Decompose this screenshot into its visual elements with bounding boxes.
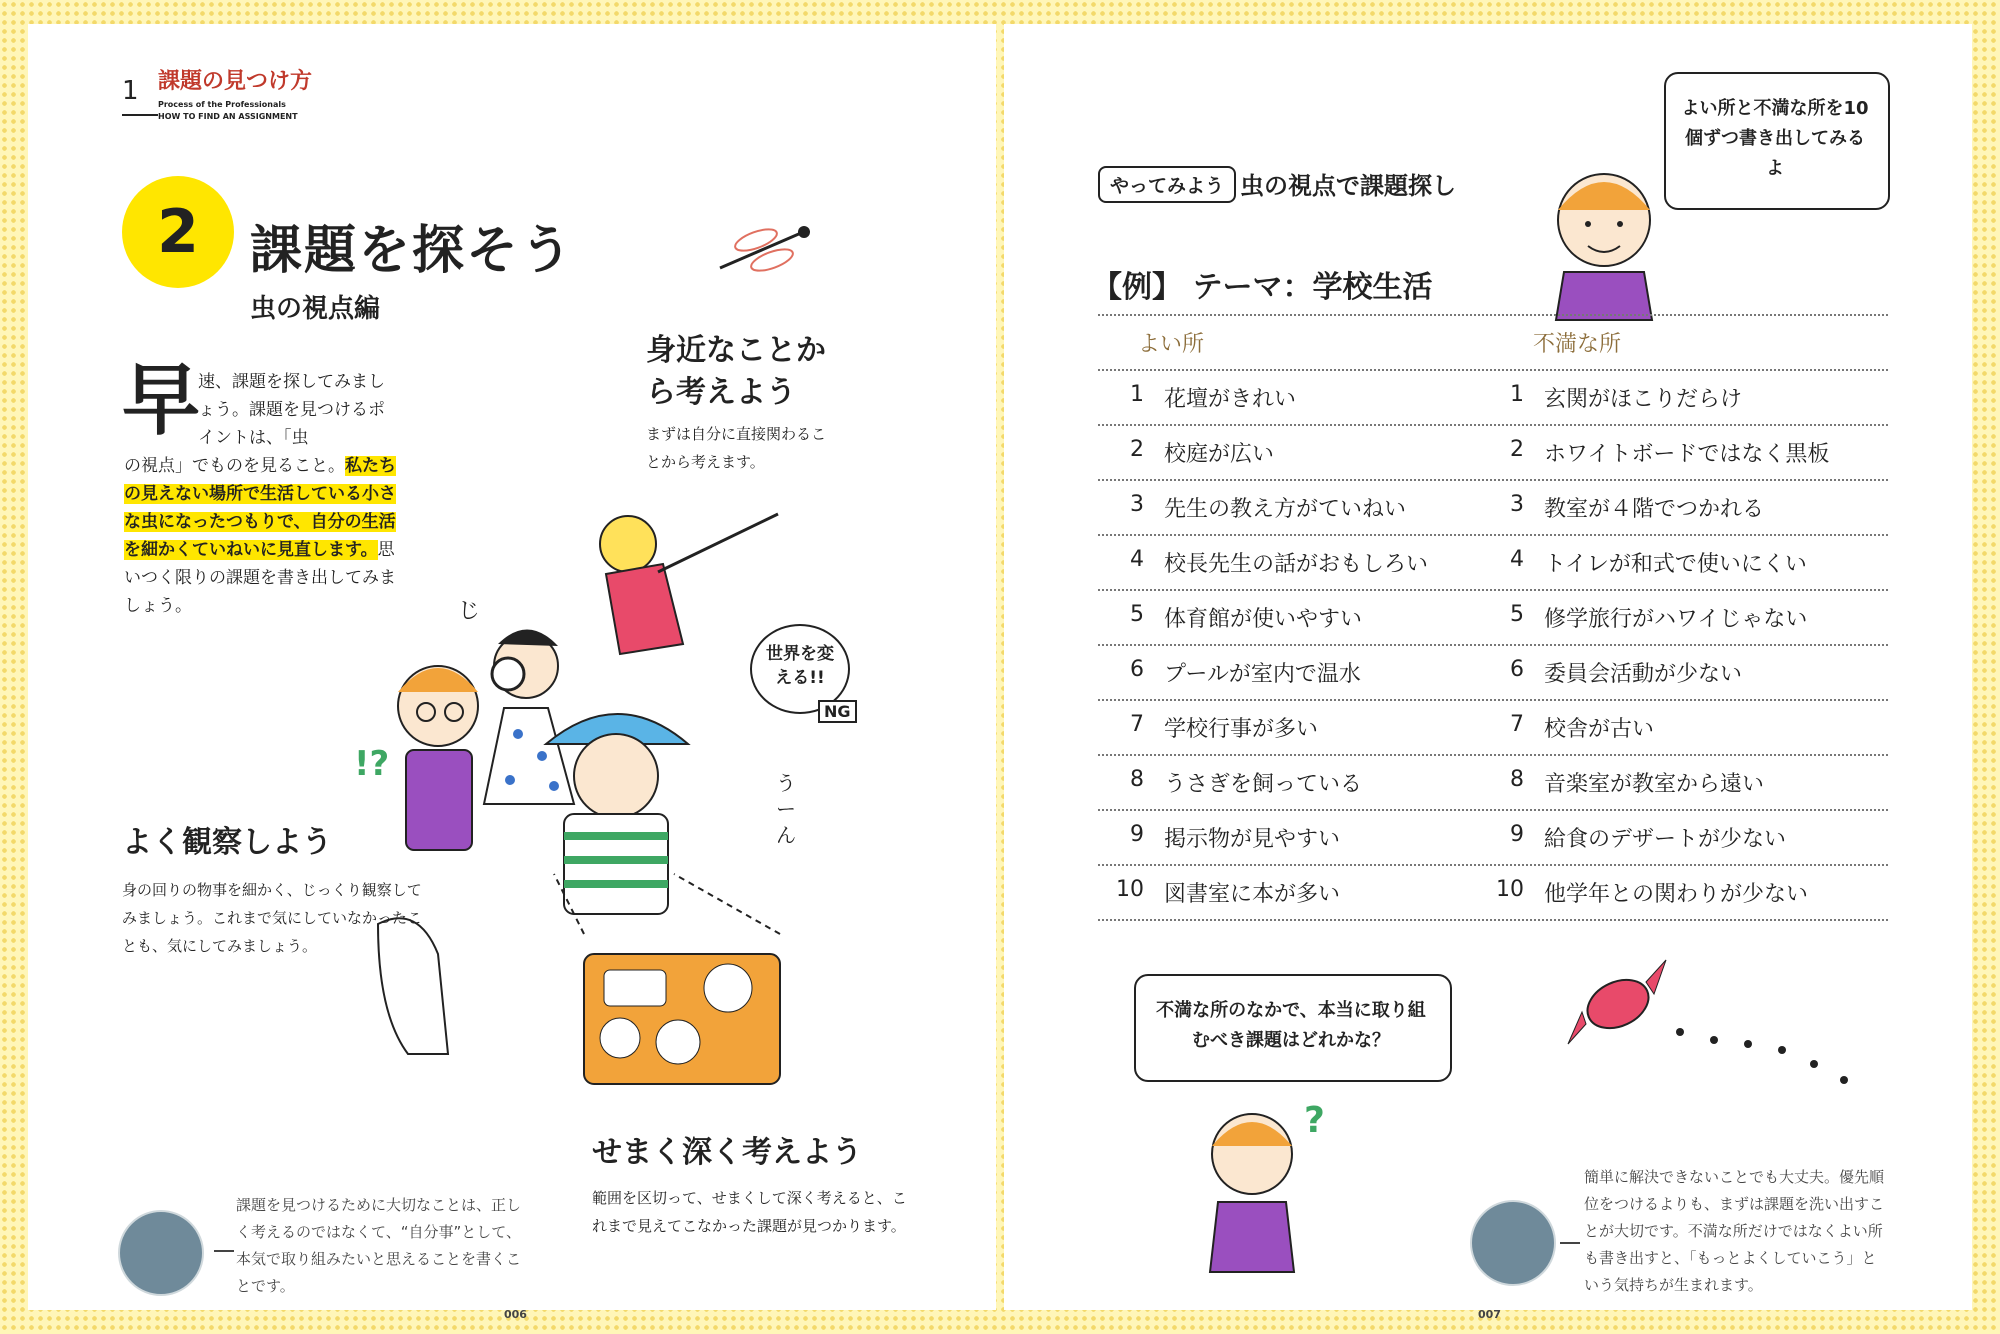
heading-narrow: せまく深く考えよう	[592, 1135, 862, 1170]
candy-ants-icon	[1568, 954, 1868, 1094]
intro-highlight: 私たちの見えない場所で生活している小さな虫になったつもりで、自分の生活を細かくていねいに見直します。	[124, 456, 396, 560]
good-item: プールが室内で温水	[1164, 662, 1361, 687]
good-cell	[1098, 657, 1478, 688]
chapter-english-line-1: Process of the Professionals	[158, 100, 286, 109]
good-item: うさぎを飼っている	[1164, 772, 1363, 797]
row-number: 4	[1130, 547, 1144, 572]
bad-cell	[1478, 382, 1858, 413]
good-item: 校庭が広い	[1164, 442, 1275, 467]
bad-cell	[1478, 712, 1858, 743]
table-row	[1098, 756, 1888, 811]
intro-second: の視点」でものを見ること。	[124, 456, 345, 476]
table-row	[1098, 481, 1888, 536]
bad-item: 給食のデザートが少ない	[1544, 827, 1787, 852]
bad-cell	[1478, 822, 1858, 853]
table-row	[1098, 426, 1888, 481]
good-cell	[1098, 877, 1478, 908]
row-number-bad: 7	[1510, 712, 1524, 737]
section-subtitle: 虫の視点編	[250, 294, 381, 324]
row-number-bad: 3	[1510, 492, 1524, 517]
bad-item: トイレが和式で使いにくい	[1544, 552, 1807, 577]
text-observe: 身の回りの物事を細かく、じっくり観察してみましょう。これまで気にしていなかったことも、気にしてみましょう。	[122, 881, 423, 955]
row-number: 2	[1130, 437, 1144, 462]
comparison-table	[1098, 314, 1888, 921]
chapter-number: 1	[122, 76, 139, 106]
kids-illustration	[358, 494, 838, 1094]
bad-item: 委員会活動が少ない	[1544, 662, 1743, 687]
table-row	[1098, 701, 1888, 756]
heading-familiar: 身近なことから考えよう	[646, 333, 826, 410]
page-number-right: 007	[1478, 1308, 1501, 1321]
table-row	[1098, 536, 1888, 591]
bad-item: 音楽室が教室から遠い	[1544, 772, 1765, 797]
text-narrow: 範囲を区切って、せまくして深く考えると、これまで見えてこなかった課題が見つかります。	[592, 1189, 907, 1235]
boy-illustration-top	[1534, 160, 1674, 320]
good-cell	[1098, 767, 1478, 798]
intro-first: 速、課題を探してみましょう。課題を見つけるポイントは、「虫	[198, 372, 385, 448]
chapter-divider	[122, 114, 158, 116]
good-cell	[1098, 547, 1478, 578]
table-row	[1098, 646, 1888, 701]
row-number-bad: 6	[1510, 657, 1524, 682]
row-number-bad: 5	[1510, 602, 1524, 627]
table-row	[1098, 371, 1888, 426]
row-number: 10	[1116, 877, 1144, 902]
bad-item: 校舎が古い	[1544, 717, 1655, 742]
bad-cell	[1478, 877, 1858, 908]
speech-top: よい所と不満な所を10個ずつ書き出してみるよ	[1681, 98, 1869, 179]
good-item: 掲示物が見やすい	[1164, 827, 1341, 852]
speech-bottom: 不満な所のなかで、本当に取り組むべき課題はどれかな？	[1156, 1000, 1426, 1051]
sfx-un: うーん	[776, 771, 796, 847]
good-item: 花壇がきれい	[1164, 387, 1297, 412]
bad-cell	[1478, 437, 1858, 468]
row-number: 6	[1130, 657, 1144, 682]
bad-cell	[1478, 602, 1858, 633]
intro-dropcap: 早	[122, 356, 201, 446]
column-bad: 不満な所	[1533, 332, 1622, 357]
note-dash-right	[1560, 1242, 1580, 1244]
row-number-bad: 10	[1496, 877, 1524, 902]
row-number: 8	[1130, 767, 1144, 792]
speech-world: 世界を変える!!	[766, 644, 834, 688]
boy-illustration-bottom	[1200, 1102, 1320, 1302]
heading-observe: よく観察しよう	[122, 825, 332, 860]
bad-cell	[1478, 767, 1858, 798]
bad-item: 玄関がほこりだらけ	[1544, 387, 1743, 412]
intro-end: 思いつく限りの課題を書き出してみましょう。	[124, 540, 396, 616]
row-number: 5	[1130, 602, 1144, 627]
row-number-bad: 1	[1510, 382, 1524, 407]
advisor-avatar	[118, 1210, 204, 1296]
column-good: よい所	[1138, 332, 1205, 357]
good-cell	[1098, 437, 1478, 468]
row-number-bad: 4	[1510, 547, 1524, 572]
good-item: 校長先生の話がおもしろい	[1164, 552, 1429, 577]
row-number: 3	[1130, 492, 1144, 517]
good-cell	[1098, 382, 1478, 413]
row-number-bad: 9	[1510, 822, 1524, 847]
advisor-note-right: 簡単に解決できないことでも大丈夫。優先順位をつけるよりも、まずは課題を洗い出すことが大切です。不満な所だけではなくよい所も書き出すと、「もっとよくしていこう」という気持ちが生まれます。	[1584, 1168, 1885, 1294]
bad-item: ホワイトボードではなく黒板	[1544, 442, 1830, 467]
right-page	[1004, 24, 1972, 1321]
table-header	[1098, 314, 1888, 371]
theme-label: 【例】 テーマ：学校生活	[1092, 270, 1433, 305]
bad-item: 他学年との関わりが少ない	[1544, 882, 1809, 907]
note-dash	[214, 1250, 234, 1252]
bad-cell	[1478, 657, 1858, 688]
row-number: 9	[1130, 822, 1144, 847]
left-page	[28, 24, 996, 1321]
good-cell	[1098, 712, 1478, 743]
advisor-note: 課題を見つけるために大切なことは、正しく考えるのではなくて、“自分事”として、本気で取り組みたいと思えることを書くことです。	[236, 1196, 522, 1295]
intro-paragraph	[124, 452, 398, 620]
try-title: 虫の視点で課題探し	[1240, 172, 1456, 200]
sfx-ji: じ	[458, 599, 481, 624]
bad-item: 教室が４階でつかれる	[1544, 497, 1765, 522]
page-number-left: 006	[504, 1308, 527, 1321]
good-item: 学校行事が多い	[1164, 717, 1319, 742]
good-cell	[1098, 602, 1478, 633]
chapter-english-line-2: HOW TO FIND AN ASSIGNMENT	[158, 112, 298, 121]
sfx-question: ?	[1304, 1100, 1325, 1141]
good-item: 体育館が使いやすい	[1164, 607, 1363, 632]
chapter-title: 課題の見つけ方	[158, 69, 313, 94]
text-familiar: まずは自分に直接関わることから考えます。	[646, 425, 827, 471]
dragonfly-icon	[712, 220, 816, 280]
section-title: 課題を探そう	[250, 221, 575, 281]
table-row	[1098, 591, 1888, 646]
row-number-bad: 2	[1510, 437, 1524, 462]
bad-cell	[1478, 492, 1858, 523]
section-number-badge	[122, 176, 234, 288]
good-cell	[1098, 822, 1478, 853]
try-label: やってみよう	[1098, 166, 1236, 203]
bad-item: 修学旅行がハワイじゃない	[1544, 607, 1808, 632]
advisor-avatar-right	[1470, 1200, 1556, 1286]
row-number: 1	[1130, 382, 1144, 407]
table-row	[1098, 866, 1888, 921]
good-item: 先生の教え方がていねい	[1164, 497, 1407, 522]
good-item: 図書室に本が多い	[1164, 882, 1341, 907]
sfx-exclaim: !?	[354, 744, 390, 784]
row-number: 7	[1130, 712, 1144, 737]
bad-cell	[1478, 547, 1858, 578]
section-number: 2	[157, 197, 199, 267]
ng-label: NG	[818, 700, 857, 723]
row-number-bad: 8	[1510, 767, 1524, 792]
table-row	[1098, 811, 1888, 866]
good-cell	[1098, 492, 1478, 523]
